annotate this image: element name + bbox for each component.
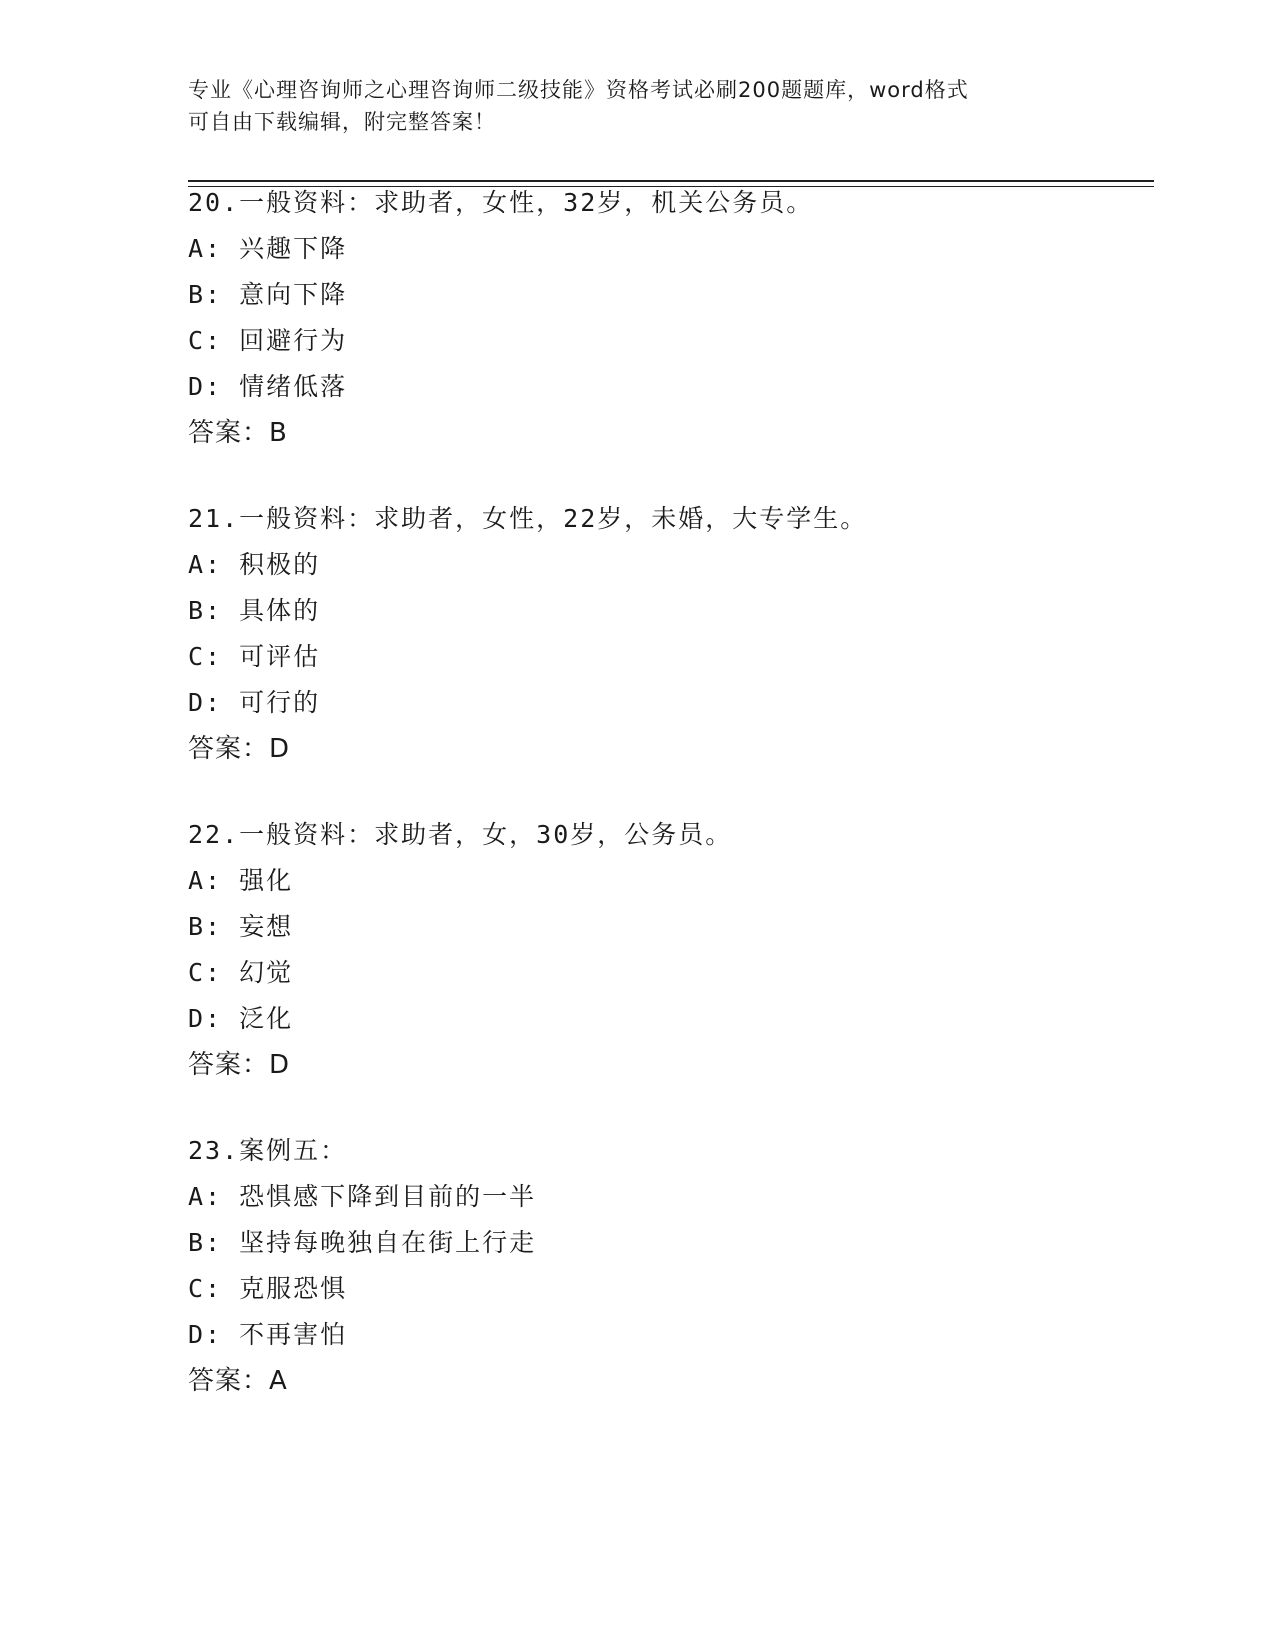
option-c: C: 克服恐惧 bbox=[188, 1274, 348, 1303]
question-stem: 22.一般资料：求助者，女，30岁，公务员。 bbox=[188, 820, 733, 849]
document-header bbox=[188, 74, 1088, 138]
question-21 bbox=[188, 496, 1148, 772]
option-c: C: 可评估 bbox=[188, 642, 321, 671]
option-d: D: 可行的 bbox=[188, 688, 321, 717]
option-b: B: 坚持每晚独自在街上行走 bbox=[188, 1228, 537, 1257]
answer: 答案：A bbox=[188, 1366, 288, 1396]
option-c: C: 回避行为 bbox=[188, 326, 348, 355]
question-stem: 21.一般资料：求助者，女性，22岁，未婚，大专学生。 bbox=[188, 504, 868, 533]
question-22 bbox=[188, 812, 1148, 1088]
option-a: A: 积极的 bbox=[188, 550, 321, 579]
question-stem: 20.一般资料：求助者，女性，32岁，机关公务员。 bbox=[188, 188, 814, 217]
option-d: D: 不再害怕 bbox=[188, 1320, 348, 1349]
header-title-line-1: 专业《心理咨询师之心理咨询师二级技能》资格考试必刷200题题库，word格式 bbox=[188, 78, 969, 102]
question-stem: 23.案例五： bbox=[188, 1136, 348, 1165]
option-c: C: 幻觉 bbox=[188, 958, 294, 987]
question-23 bbox=[188, 1128, 1148, 1404]
option-d: D: 泛化 bbox=[188, 1004, 294, 1033]
option-b: B: 具体的 bbox=[188, 596, 321, 625]
answer: 答案：D bbox=[188, 1050, 291, 1080]
answer: 答案：B bbox=[188, 418, 288, 448]
question-20 bbox=[188, 180, 1148, 456]
header-title-line-2: 可自由下载编辑，附完整答案！ bbox=[188, 110, 496, 134]
option-a: A: 恐惧感下降到目前的一半 bbox=[188, 1182, 537, 1211]
option-a: A: 兴趣下降 bbox=[188, 234, 348, 263]
option-d: D: 情绪低落 bbox=[188, 372, 348, 401]
option-a: A: 强化 bbox=[188, 866, 294, 895]
answer: 答案：D bbox=[188, 734, 291, 764]
option-b: B: 妄想 bbox=[188, 912, 294, 941]
option-b: B: 意向下降 bbox=[188, 280, 348, 309]
